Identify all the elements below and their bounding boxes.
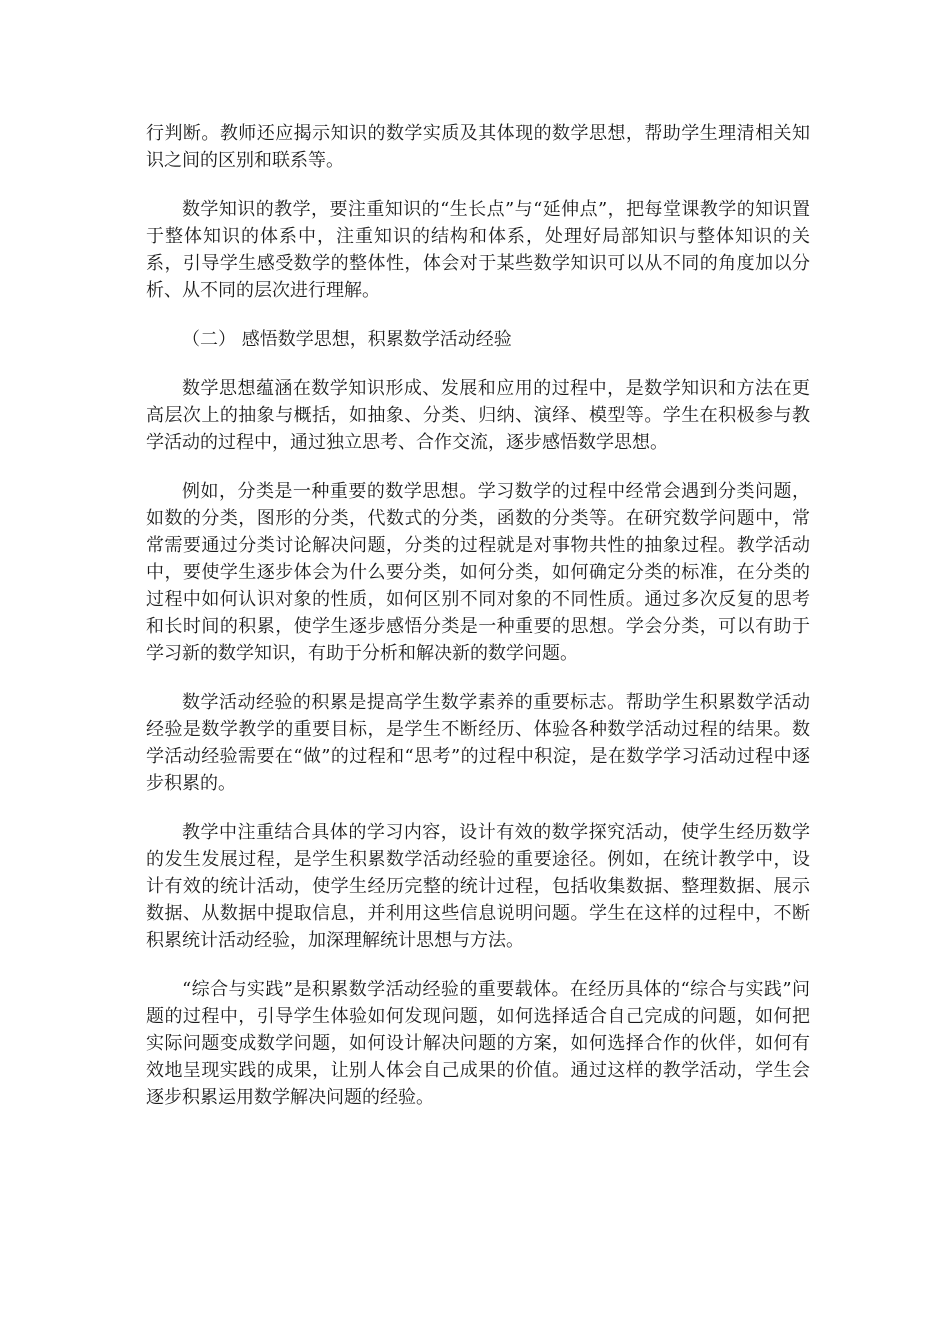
paragraph-classification-example: 例如，分类是一种重要的数学思想。学习数学的过程中经常会遇到分类问题，如数的分类，图形的分类，代数式的分类，函数的分类等。在研究数学问题中，常常需要通过分类讨论解决问题，分类的过程就是对事物共性的抽象过程。教学活动中，要使学生逐步体会为什么要分类，如何分类，如何确定分类的标准，在分类的过程中如何认识对象的性质，如何区别不同对象的不同性质。通过多次反复的思考和长时间的积累，使学生逐步感悟分类是一种重要的思想。学会分类，可以有助于学习新的数学知识，有助于分析和解决新的数学问题。 bbox=[146, 481, 810, 664]
paragraph-math-thought: 数学思想蕴涵在数学知识形成、发展和应用的过程中，是数学知识和方法在更高层次上的抽象与概括，如抽象、分类、归纳、演绎、模型等。学生在积极参与教学活动的过程中，通过独立思考、合作交流，逐步感悟数学思想。 bbox=[146, 378, 810, 453]
document-body bbox=[146, 120, 810, 1133]
paragraph-exploration-activity: 教学中注重结合具体的学习内容，设计有效的数学探究活动，使学生经历数学的发生发展过程，是学生积累数学活动经验的重要途径。例如，在统计教学中，设计有效的统计活动，使学生经历完整的统计过程，包括收集数据、整理数据、展示数据、从数据中提取信息，并利用这些信息说明问题。学生在这样的过程中，不断积累统计活动经验，加深理解统计思想与方法。 bbox=[146, 822, 810, 951]
paragraph-continuation: 行判断。教师还应揭示知识的数学实质及其体现的数学思想，帮助学生理清相关知识之间的区别和联系等。 bbox=[146, 123, 810, 171]
paragraph-comprehensive-practice: “综合与实践”是积累数学活动经验的重要载体。在经历具体的“综合与实践”问题的过程中，引导学生体验如何发现问题，如何选择适合自己完成的问题，如何把实际问题变成数学问题，如何设计解决问题的方案，如何选择合作的伙伴，如何有效地呈现实践的成果，让别人体会自己成果的价值。通过这样的教学活动，学生会逐步积累运用数学解决问题的经验。 bbox=[146, 979, 810, 1108]
paragraph-activity-experience: 数学活动经验的积累是提高学生数学素养的重要标志。帮助学生积累数学活动经验是数学教学的重要目标，是学生不断经历、体验各种数学活动过程的结果。数学活动经验需要在“做”的过程和“思考”的过程中积淀，是在数学学习活动过程中逐步积累的。 bbox=[146, 692, 810, 794]
paragraph-knowledge-teaching: 数学知识的教学，要注重知识的“生长点”与“延伸点”，把每堂课教学的知识置于整体知识的体系中，注重知识的结构和体系，处理好局部知识与整体知识的关系，引导学生感受数学的整体性，体会对于某些数学知识可以从不同的角度加以分析、从不同的层次进行理解。 bbox=[146, 199, 810, 301]
section-heading: （二） 感悟数学思想，积累数学活动经验 bbox=[182, 329, 512, 350]
